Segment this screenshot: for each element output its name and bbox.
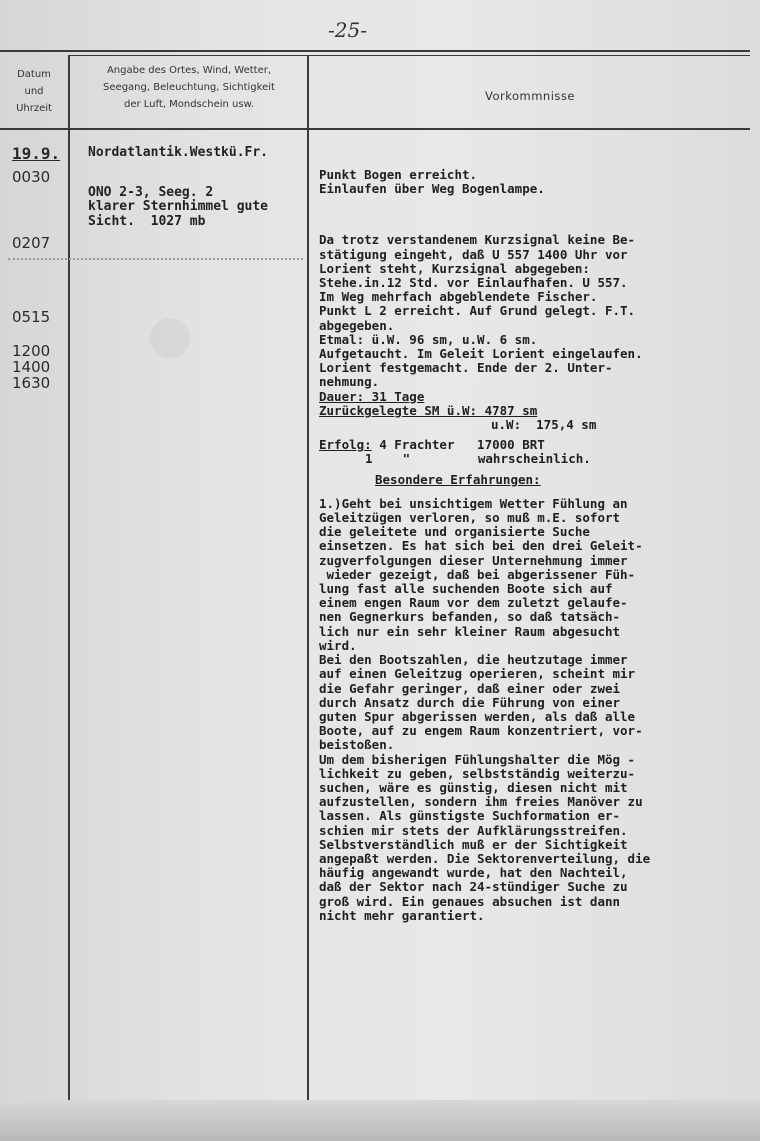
body-line: suchen, wäre es günstig, diesen nicht mit: [319, 779, 628, 795]
event-line: Aufgetaucht. Im Geleit Lorient eingelaufen.: [319, 346, 643, 362]
events-column: [319, 168, 744, 923]
header-date-column: [2, 66, 66, 117]
body-line: Bei den Bootszahlen, die heutzutage immer: [319, 652, 628, 668]
event-line: nehmung.: [319, 374, 380, 390]
body-line: auf einen Geleitzug operieren, scheint mir: [319, 666, 636, 682]
event-line: Im Weg mehrfach abgeblendete Fischer.: [319, 289, 598, 305]
time-entry: 1200: [12, 342, 51, 360]
column-divider-1: [68, 55, 70, 1100]
special-experiences-heading: Besondere Erfahrungen:: [375, 471, 541, 487]
event-line: Punkt L 2 erreicht. Auf Grund gelegt. F.T.: [319, 303, 636, 319]
body-line: einem engen Raum vor dem zuletzt gelaufe-: [319, 595, 628, 611]
event-line: Einlaufen über Weg Bogenlampe.: [319, 181, 545, 197]
stamp-smudge: [150, 318, 190, 358]
header-date-line: Uhrzeit: [16, 103, 52, 114]
header-location-line: Seegang, Beleuchtung, Sichtigkeit: [103, 82, 275, 93]
header-bottom-rule: [0, 128, 750, 130]
body-line: die Gefahr geringer, daß einer oder zwei: [319, 680, 621, 696]
header-date-line: Datum: [17, 69, 51, 80]
time-entry: 1400: [12, 358, 51, 376]
body-line: Geleitzügen verloren, so muß m.E. sofort: [319, 510, 621, 526]
event-gap: [319, 196, 744, 233]
success-probable: 1 " wahrscheinlich.: [365, 451, 591, 467]
time-entry: 0030: [12, 168, 51, 186]
weather-line: klarer Sternhimmel gute: [88, 199, 269, 214]
success-value: 4 Frachter 17000 BRT: [379, 437, 545, 453]
body-line: lich nur ein sehr kleiner Raum abgesucht: [319, 623, 621, 639]
dotted-divider: [8, 258, 303, 260]
event-line: Punkt Bogen erreicht.: [319, 167, 478, 182]
body-line: Boote, auf zu engem Raum konzentriert, vor-: [319, 723, 643, 739]
event-line: abgegeben.: [319, 317, 395, 333]
time-entry: 0207: [12, 234, 51, 252]
body-line: guten Spur abgerissen werden, als daß alle: [319, 708, 636, 724]
header-events-column: Vorkommnisse: [485, 89, 575, 103]
body-line: nicht mehr garantiert.: [319, 907, 485, 923]
distance-surface: Zurückgelegte SM ü.W: 4787 sm: [319, 402, 538, 418]
header-location-column: [72, 62, 306, 113]
body-line: wieder gezeigt, daß bei abgerissener Füh-: [319, 566, 636, 582]
duration: Dauer: 31 Tage: [319, 388, 425, 404]
body-line: Selbstverständlich muß er der Sichtigkeit: [319, 836, 628, 852]
event-line: Stehe.in.12 Std. vor Einlaufhafen. U 557.: [319, 275, 628, 291]
event-line: Etmal: ü.W. 96 sm, u.W. 6 sm.: [319, 331, 538, 347]
success-row: [319, 438, 744, 452]
body-line: lichkeit zu geben, selbstständig weiterzu-: [319, 765, 636, 781]
header-date-line: und: [24, 86, 44, 97]
body-line: groß wird. Ein genaues absuchen ist dann: [319, 893, 621, 909]
top-rule-inner: [70, 55, 750, 56]
body-line: lassen. Als günstigste Suchformation er-: [319, 808, 621, 824]
top-rule: [0, 50, 750, 52]
body-line: einsetzen. Es hat sich bei den drei Geleit-: [319, 538, 643, 554]
event-line: stätigung eingeht, daß U 557 1400 Uhr vor: [319, 246, 628, 262]
body-line: aufzustellen, sondern ihm freies Manöver zu: [319, 794, 643, 810]
body-line: angepaßt werden. Die Sektorenverteilung, die: [319, 850, 651, 866]
body-line: Um dem bisherigen Fühlungshalter die Mög -: [319, 751, 636, 767]
event-line: Lorient steht, Kurzsignal abgegeben:: [319, 260, 590, 276]
success-label: Erfolg:: [319, 437, 372, 453]
body-line: wird.: [319, 637, 357, 653]
event-line: Lorient festgemacht. Ende der 2. Unter-: [319, 360, 613, 376]
body-line: daß der Sektor nach 24-stündiger Suche zu: [319, 879, 628, 895]
body-line: beistoßen.: [319, 737, 395, 753]
header-location-line: Angabe des Ortes, Wind, Wetter,: [106, 65, 272, 76]
page-number: -25-: [328, 18, 367, 42]
header-location-line: der Luft, Mondschein usw.: [123, 99, 255, 110]
time-entry: 0515: [12, 308, 51, 326]
weather-line: Sicht. 1027 mb: [88, 214, 206, 229]
weather-line: ONO 2-3, Seeg. 2: [88, 185, 214, 200]
time-entry: 1630: [12, 374, 51, 392]
distance-submerged: u.W: 175,4 sm: [491, 417, 597, 433]
body-line: durch Ansatz durch die Führung von einer: [319, 694, 621, 710]
body-line: zugverfolgungen dieser Unternehmung immer: [319, 552, 628, 568]
event-line: Da trotz verstandenem Kurzsignal keine Be-: [319, 232, 636, 248]
body-line: häufig angewandt wurde, hat den Nachteil,: [319, 865, 628, 881]
location: Nordatlantik.Westkü.Fr.: [88, 145, 269, 160]
body-line: die geleitete und organisierte Suche: [319, 524, 590, 540]
body-line: schien mir stets der Aufklärungsstreifen.: [319, 822, 628, 838]
body-line: lung fast alle suchenden Boote sich auf: [319, 581, 613, 597]
body-line: nen Gegnerkurs befanden, so daß tatsäch-: [319, 609, 621, 625]
body-line: 1.)Geht bei unsichtigem Wetter Fühlung an: [319, 495, 628, 511]
bottom-shadow: [0, 1100, 760, 1141]
date: 19.9.: [12, 144, 61, 163]
column-divider-2: [307, 55, 309, 1100]
